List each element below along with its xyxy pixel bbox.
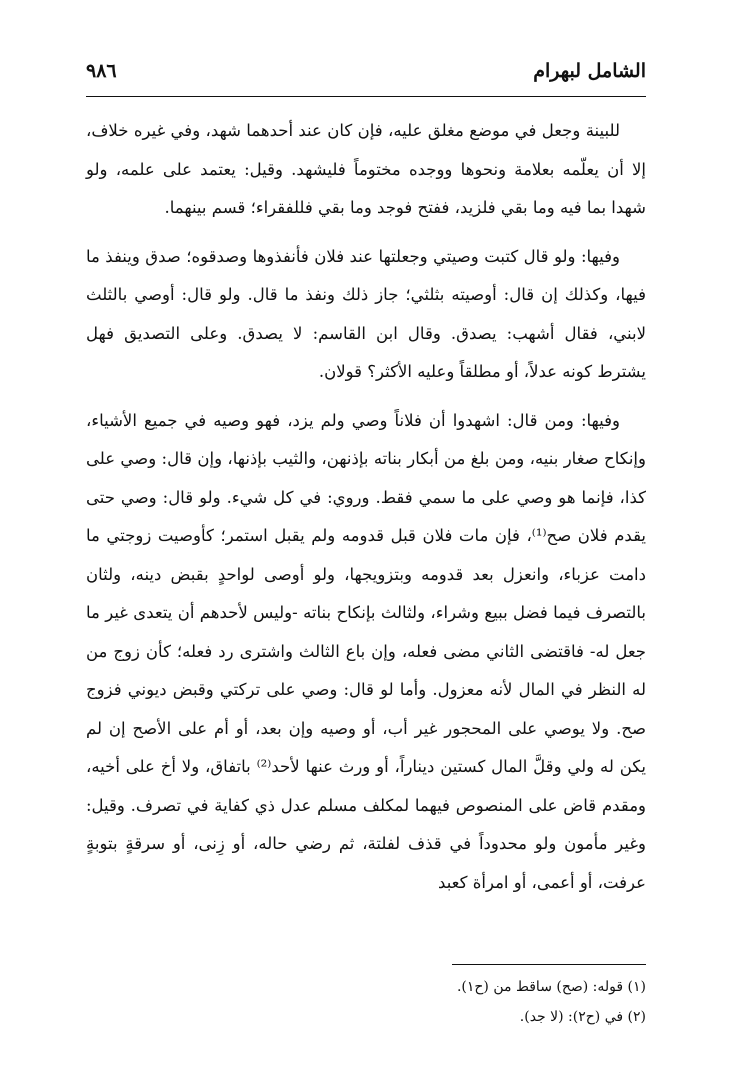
footnote-2: (٢) في (ح٢): (لا جد). xyxy=(519,1009,646,1025)
footnote-separator xyxy=(452,964,646,965)
paragraph-1: للبينة وجعل في موضع مغلق عليه، فإن كان عند أحدهما شهد، وفي غيره خلاف، إلا أن يعلّمه بعلامة ونحوها ووجده مختوماً فليشهد. وقيل: يعتمد على علمه، ولو شهدا بما فيه وما بقي فلزيد، ففتح فوجد وما بقي فللفقراء؛ قسم بينهما. xyxy=(86,121,646,217)
footnotes xyxy=(86,972,646,1032)
footnote-1: (١) قوله: (صح) ساقط من (ح١). xyxy=(456,979,646,995)
paragraph-3: وفيها: ومن قال: اشهدوا أن فلاناً وصي ولم يزد، فهو وصيه في جميع الأشياء، وإنكاح صغار بنيه، ومن بلغ من أبكار بناته بإذنهن، والثيب بإذنها، وإن قال: وصي على كذا، فإنما هو وصي على ما سمي فقط. وروي: في كل شيء. ولو قال: وصي حتى يقدم فلان صح⁽¹⁾، فإن مات فلان قبل قدومه ولم يقبل استمر؛ كأوصيت زوجتي ما دامت عزباء، وانعزل بعد قدومه وبتزويجها، ولو أوصى لواحدٍ بقبض دينه، ولثان بالتصرف فيما فضل ببيع وشراء، ولثالث بإنكاح بناته -وليس لأحدهم أن يتعدى غير ما جعل له- فاقتضى الثاني مضى فعله، وإن باع الثالث واشترى رد فعله؛ كأن زوج من له النظر في المال لأنه معزول. وأما لو قال: وصي على تركتي وقبض ديوني فزوج صح. ولا يوصي على المحجور غير أب، أو وصيه وإن بعد، أو أم على الأصح إن لم يكن له ولي وقلَّ المال كستين ديناراً، أو ورث عنها لأحد⁽²⁾ باتفاق، ولا أخ على أخيه، ومقدم قاض على المنصوص فيهما لمكلف مسلم عدل ذي كفاية في تصرف. وقيل: وغير مأمون ولو محدوداً في قذف لفلتة، ثم رضي حاله، أو زِنى، أو سرقةٍ بتوبةٍ عرفت، أو أعمى، أو امرأة كعبد xyxy=(86,410,647,892)
paragraph-2: وفيها: ولو قال كتبت وصيتي وجعلتها عند فلان فأنفذوها وصدقوه؛ صدق وينفذ ما فيها، وكذلك إن قال: أوصيته بثلثي؛ جاز ذلك ونفذ ما قال. ولو قال: أوصي بالثلث لابني، فقال أشهب: يصدق. وقال ابن القاسم: لا يصدق. وعلى التصديق فهل يشترط كونه عدلاً، أو مطلقاً وعليه الأكثر؟ قولان. xyxy=(86,246,646,381)
page-header xyxy=(86,56,646,97)
main-text xyxy=(86,112,646,902)
running-title: الشامل لبهرام xyxy=(533,60,646,82)
page-number: ٩٨٦ xyxy=(86,60,117,82)
